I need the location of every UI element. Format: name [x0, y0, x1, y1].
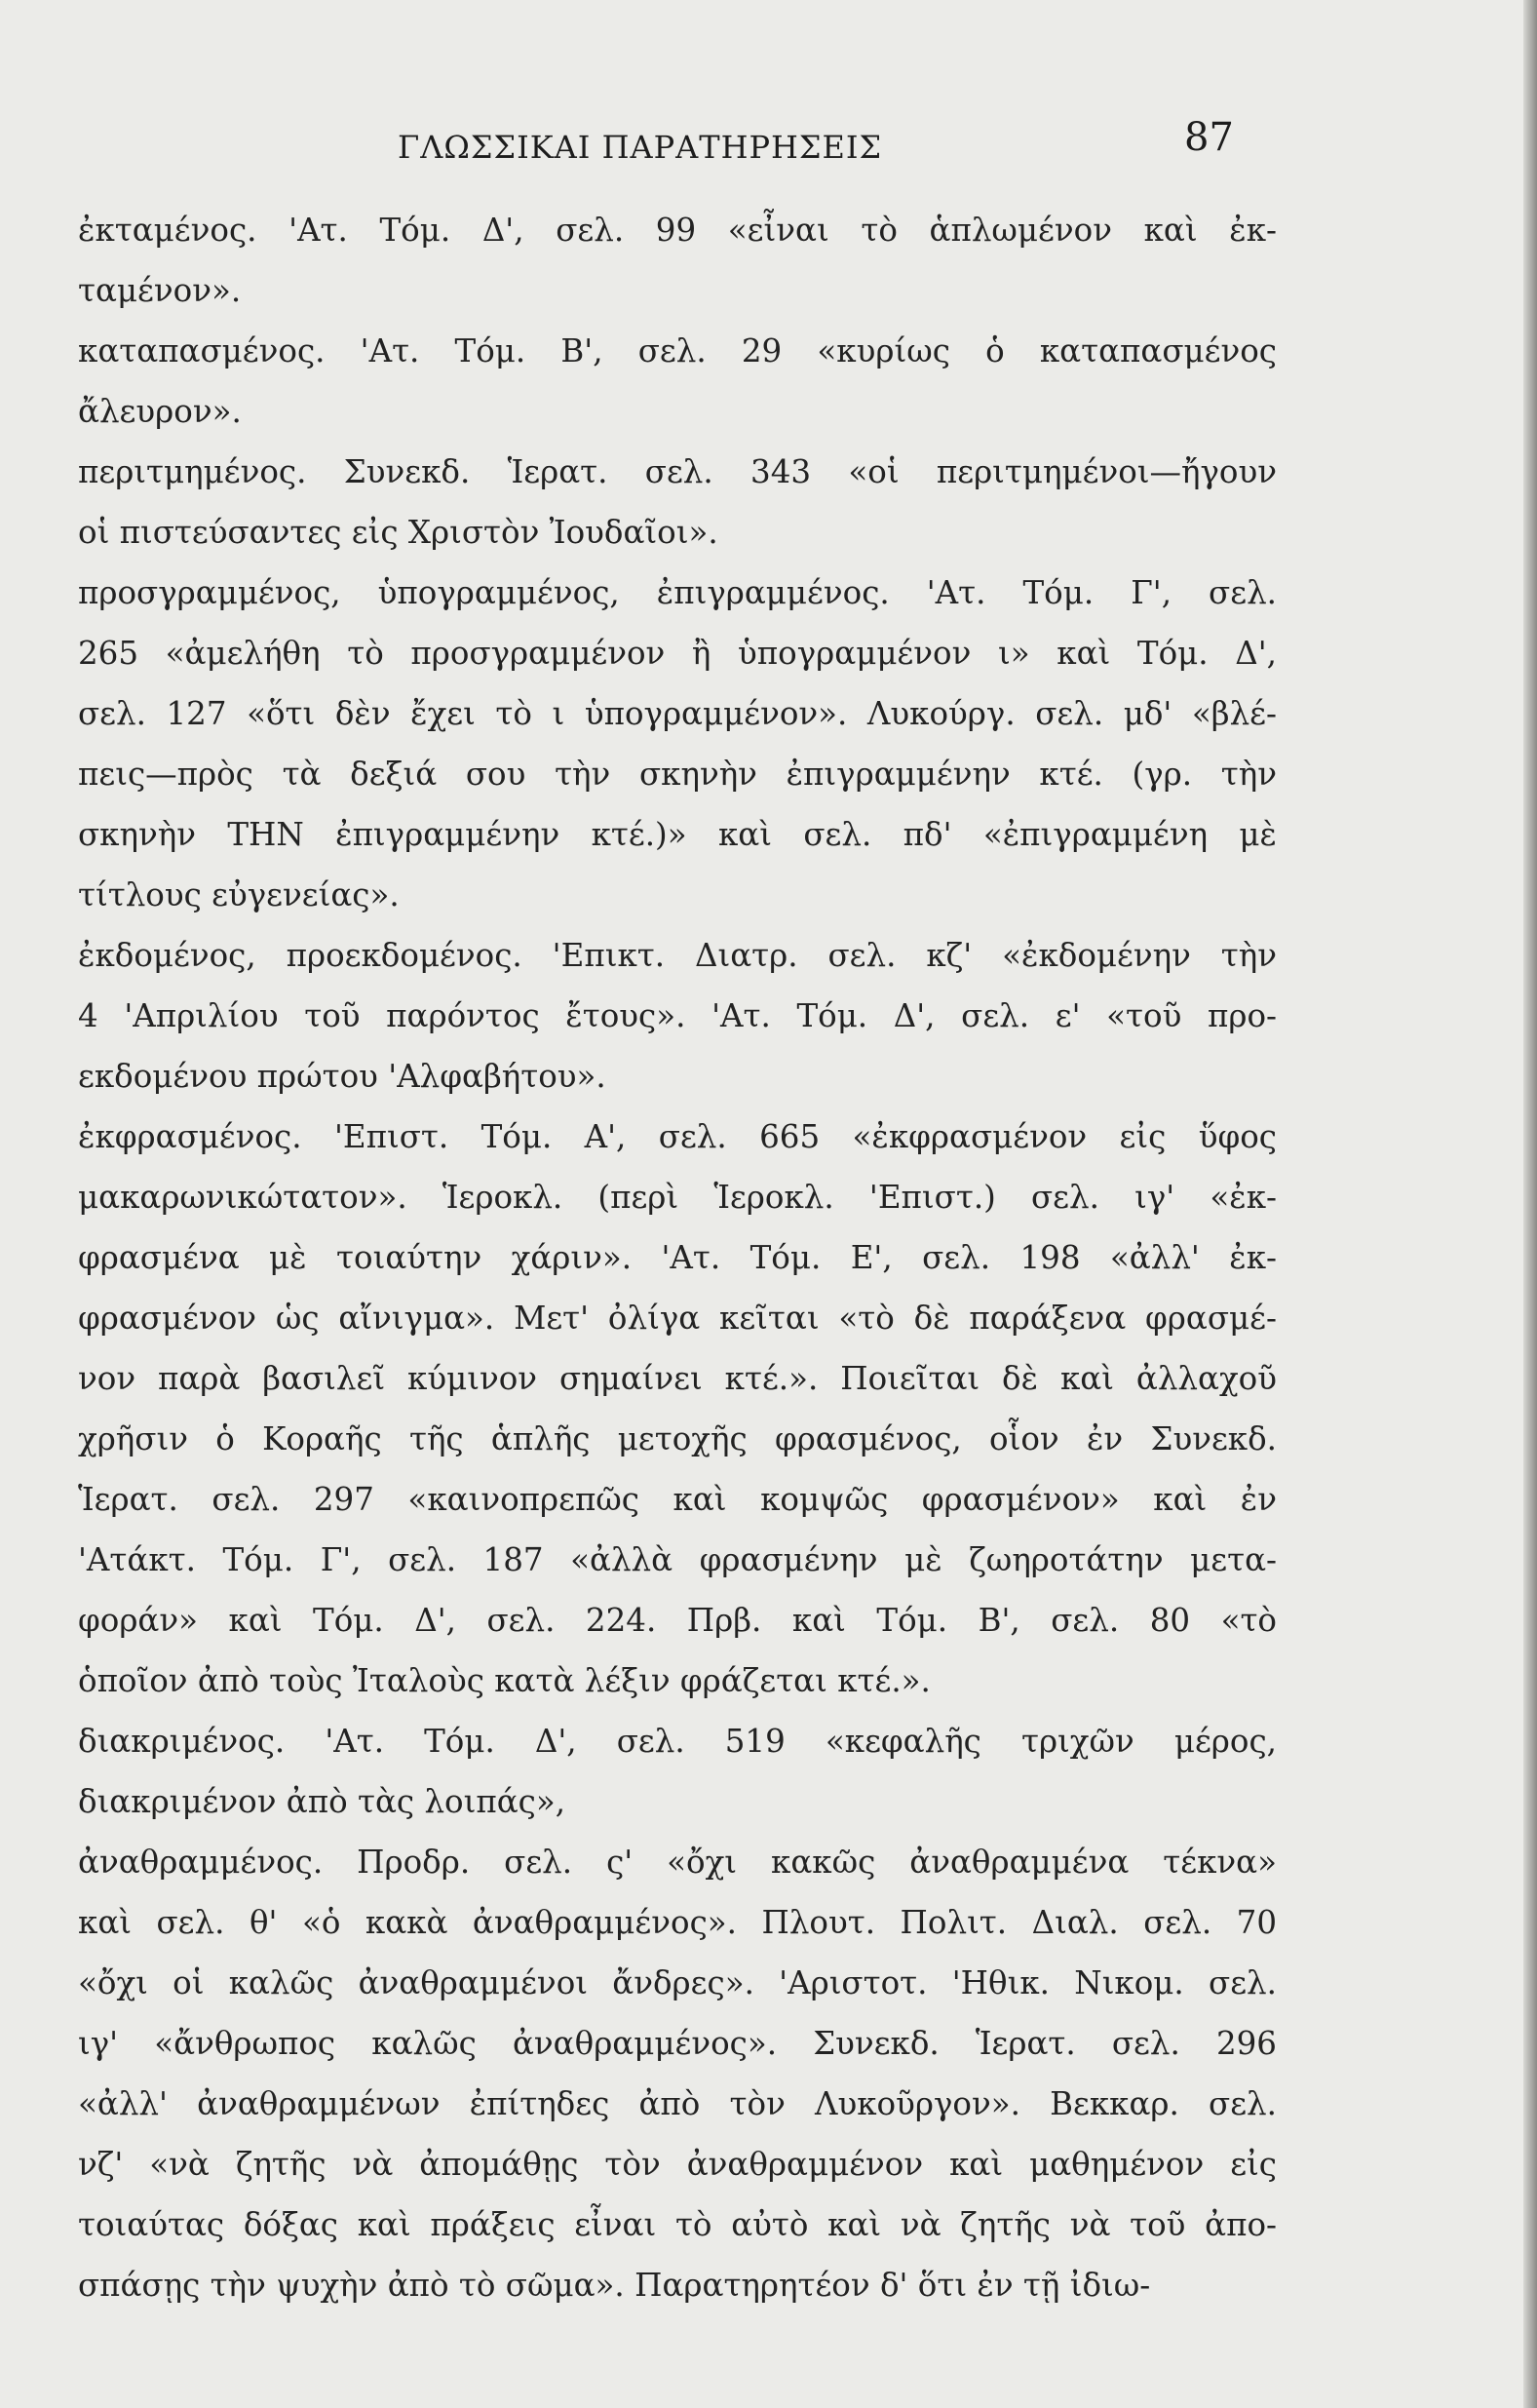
text-line: ἄλευρον». — [78, 393, 242, 430]
page-number: 87 — [1184, 115, 1234, 160]
text-line: ιγ' «ἄνθρωπος καλῶς ἀναθραμμένος». Συνεκδ. Ἱερατ. σελ. 296 — [78, 2025, 1277, 2062]
text-line: ὁποῖον ἀπὸ τοὺς Ἰταλοὺς κατὰ λέξιν φράζεται κτέ.». — [78, 1662, 931, 1699]
text-line: 4 'Απριλίου τοῦ παρόντος ἔτους». 'Ατ. Τόμ. Δ', σελ. ε' «τοῦ προ- — [78, 997, 1277, 1034]
text-line: οἱ πιστεύσαντες εἰς Χριστὸν Ἰουδαῖοι». — [78, 514, 718, 551]
text-line: τίτλους εὐγενείας». — [78, 876, 400, 913]
text-line: 'Ατάκτ. Τόμ. Γ', σελ. 187 «ἀλλὰ φρασμένην μὲ ζωηροτάτην μετα- — [78, 1541, 1277, 1578]
text-line: διακριμένον ἀπὸ τὰς λοιπάς», — [78, 1783, 566, 1820]
text-line: «ἀλλ' ἀναθραμμένων ἐπίτηδες ἀπὸ τὸν Λυκοῦργον». Βεκκαρ. σελ. — [78, 2085, 1277, 2122]
text-line: Ἱερατ. σελ. 297 «καινοπρεπῶς καὶ κομψῶς φρασμένον» καὶ ἐν — [78, 1481, 1277, 1518]
text-line: 265 «ἀμελήθη τὸ προσγραμμένον ἢ ὑπογραμμένον ι» καὶ Τόμ. Δ', — [78, 635, 1277, 672]
text-line: προσγραμμένος, ὑπογραμμένος, ἐπιγραμμένος. 'Ατ. Τόμ. Γ', σελ. — [78, 574, 1277, 611]
text-line: νζ' «νὰ ζητῆς νὰ ἀπομάθῃς τὸν ἀναθραμμένον καὶ μαθημένον εἰς — [78, 2146, 1277, 2183]
page-header — [0, 115, 1537, 174]
text-line: χρῆσιν ὁ Κοραῆς τῆς ἁπλῆς μετοχῆς φρασμένος, οἷον ἐν Συνεκδ. — [78, 1420, 1277, 1457]
text-line: διακριμένος. 'Ατ. Τόμ. Δ', σελ. 519 «κεφαλῆς τριχῶν μέρος, — [78, 1723, 1277, 1760]
text-line: καταπασμένος. 'Ατ. Τόμ. Β', σελ. 29 «κυρίως ὁ καταπασμένος — [78, 332, 1277, 369]
text-line: σελ. 127 «ὅτι δὲν ἔχει τὸ ι ὑπογραμμένον». Λυκούργ. σελ. μδ' «βλέ- — [78, 695, 1277, 732]
text-line: φρασμένα μὲ τοιαύτην χάριν». 'Ατ. Τόμ. Ε', σελ. 198 «ἀλλ' ἐκ- — [78, 1239, 1277, 1276]
text-line: καὶ σελ. θ' «ὁ κακὰ ἀναθραμμένος». Πλουτ. Πολιτ. Διαλ. σελ. 70 — [78, 1904, 1277, 1941]
text-line: ἐκταμένος. 'Ατ. Τόμ. Δ', σελ. 99 «εἶναι τὸ ἁπλωμένον καὶ ἐκ- — [78, 212, 1277, 249]
text-line: μακαρωνικώτατον». Ἱεροκλ. (περὶ Ἱεροκλ. 'Επιστ.) σελ. ιγ' «ἐκ- — [78, 1179, 1277, 1216]
body-text — [78, 200, 1277, 2315]
text-line: νον παρὰ βασιλεῖ κύμινον σημαίνει κτέ.». Ποιεῖται δὲ καὶ ἀλλαχοῦ — [78, 1360, 1277, 1397]
text-line: σκηνὴν ΤΗΝ ἐπιγραμμένην κτέ.)» καὶ σελ. πδ' «ἐπιγραμμένη μὲ — [78, 816, 1277, 853]
text-line: «ὄχι οἱ καλῶς ἀναθραμμένοι ἄνδρες». 'Αριστοτ. 'Ηθικ. Νικομ. σελ. — [78, 1964, 1277, 2001]
text-line: ἐκδομένος, προεκδομένος. 'Επικτ. Διατρ. σελ. κζ' «ἐκδομένην τὴν — [78, 937, 1277, 974]
text-line: φρασμένον ὡς αἴνιγμα». Μετ' ὀλίγα κεῖται «τὸ δὲ παράξενα φρασμέ- — [78, 1300, 1277, 1337]
text-line: ταμένον». — [78, 272, 242, 309]
text-line: ἐκφρασμένος. 'Επιστ. Τόμ. Α', σελ. 665 «ἐκφρασμένον εἰς ὕφος — [78, 1118, 1277, 1155]
text-line: εκδομένου πρώτου 'Αλφαβήτου». — [78, 1058, 606, 1095]
text-line: ἀναθραμμένος. Προδρ. σελ. ς' «ὄχι κακῶς ἀναθραμμένα τέκνα» — [78, 1844, 1277, 1881]
text-line: περιτμημένος. Συνεκδ. Ἱερατ. σελ. 343 «οἱ περιτμημένοι—ἤγουν — [78, 453, 1277, 490]
text-line: φοράν» καὶ Τόμ. Δ', σελ. 224. Πρβ. καὶ Τόμ. Β', σελ. 80 «τὸ — [78, 1602, 1277, 1639]
running-head: ΓΛΩΣΣΙΚΑΙ ΠΑΡΑΤΗΡΗΣΕΙΣ — [398, 129, 883, 166]
text-line: σπάσῃς τὴν ψυχὴν ἀπὸ τὸ σῶμα». Παρατηρητέον δ' ὅτι ἐν τῇ ἰδιω- — [78, 2267, 1151, 2304]
text-line: πεις—πρὸς τὰ δεξιά σου τὴν σκηνὴν ἐπιγραμμένην κτέ. (γρ. τὴν — [78, 756, 1277, 793]
text-line: τοιαύτας δόξας καὶ πράξεις εἶναι τὸ αὐτὸ καὶ νὰ ζητῆς νὰ τοῦ ἀπο- — [78, 2206, 1277, 2243]
